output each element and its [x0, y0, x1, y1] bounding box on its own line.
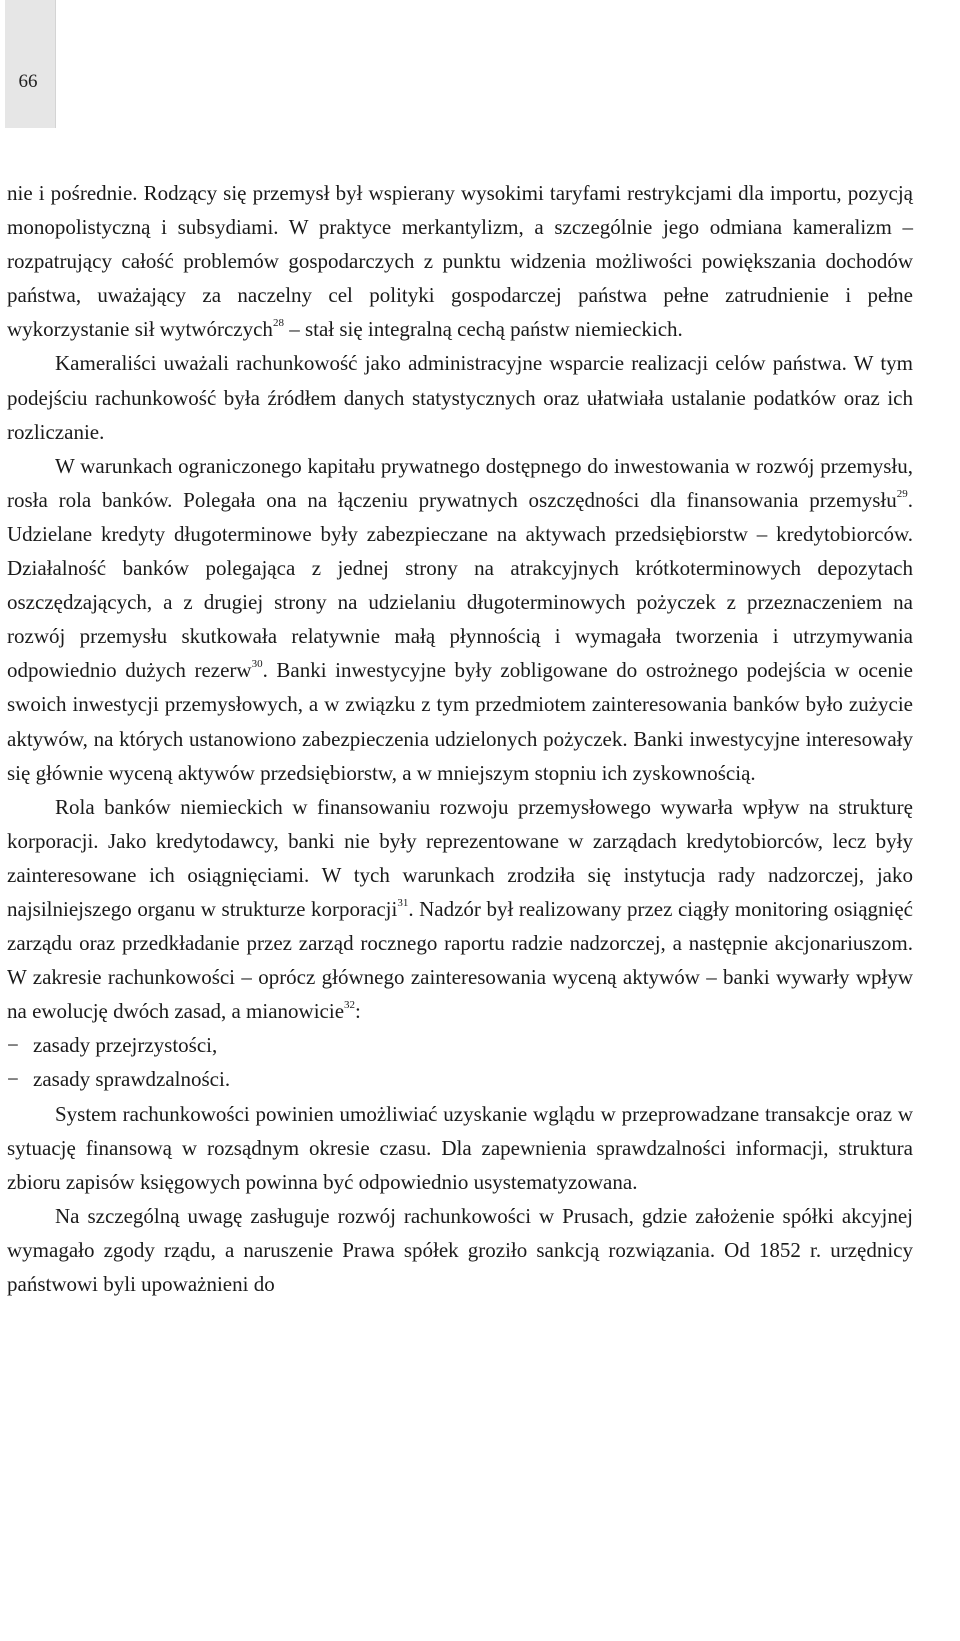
footnote-ref[interactable]: 28	[272, 317, 284, 330]
page-number: 66	[18, 71, 38, 92]
dash-bullet: −	[7, 1033, 19, 1058]
footnote-ref[interactable]: 29	[896, 487, 908, 500]
text-run: Kameraliści uważali rachunkowość jako administracyjne wsparcie realizacji celów państwa. W tym podejściu rachunkowość była źródłem danych statystycznych oraz ułatwiała ustalanie podatków oraz ich rozliczanie.	[7, 351, 913, 444]
paragraphs-after-list	[7, 1097, 913, 1302]
paragraph-p4	[7, 790, 913, 1029]
text-run: :	[355, 999, 361, 1024]
text-run: Rola banków niemieckich w finansowaniu rozwoju przemysłowego wywarła wpływ na strukturę korporacji. Jako kredytodawcy, banki nie były reprezentowane w zarządach kredytobiorców, lecz były zainteresowane ich osiągnięciami. W tych warunkach zrodziła się instytucja rady nadzorczej, jako najsilniejszego organu w strukturze korporacji	[7, 794, 913, 921]
page-tab	[5, 0, 56, 128]
paragraph-p2	[7, 346, 913, 448]
list-item	[7, 1062, 913, 1096]
text-run: W warunkach ograniczonego kapitału prywatnego dostępnego do inwestowania w rozwój przemysłu, rosła rola banków. Polegała ona na łączeniu prywatnych oszczędności dla finansowania przemysłu	[7, 453, 913, 512]
text-run: – stał się integralną cechą państw niemieckich.	[283, 317, 683, 342]
paragraph-p5	[7, 1097, 913, 1199]
text-run: nie i pośrednie. Rodzący się przemysł był wspierany wysokimi taryfami restrykcjami dla importu, pozycją monopolistyczną i subsydiami. W praktyce merkantylizm, a szczególnie jego odmiana kameralizm – rozpatrujący całość problemów gospodarczych z punktu widzenia możliwości powiększania dochodów państwa, uważający za naczelny cel polityki gospodarczej państwa pełne zatrudnienie i pełne wykorzystanie sił wytwórczych	[7, 181, 913, 342]
text-run: . Udzielane kredyty długoterminowe były zabezpieczane na aktywach przedsiębiorstw – kredytobiorców. Działalność banków polegająca z jednej strony na atrakcyjnych krótkoterminowych depozytach oszczędzających, a z drugiej strony na udzielaniu długoterminowych pożyczek z przeznaczeniem na rozwój przemysłu skutkowała relatywnie małą płynnością i wymagała tworzenia i utrzymywania odpowiednio dużych rezerw	[7, 487, 913, 683]
text-run: . Banki inwestycyjne były zobligowane do ostrożnego podejścia w ocenie swoich inwestycji przemysłowych, a w związku z tym przedmiotem zainteresowania banków było zużycie aktywów, na których ustanowiono zabezpieczenia udzielonych pożyczek. Banki inwestycyjne interesowały się głównie wyceną aktywów przedsiębiorstw, a w mniejszym stopniu ich zyskownością.	[7, 658, 913, 785]
dash-bullet: −	[7, 1067, 19, 1092]
paragraphs-before-list	[7, 176, 913, 1028]
list-item-text: zasady sprawdzalności.	[33, 1067, 231, 1092]
footnote-ref[interactable]: 30	[251, 658, 263, 671]
list-item-text: zasady przejrzystości,	[33, 1033, 218, 1058]
page-body	[7, 176, 913, 1301]
dash-list	[7, 1028, 913, 1096]
text-run: System rachunkowości powinien umożliwiać uzyskanie wglądu w przeprowadzane transakcje oraz w sytuację finansową w rozsądnym okresie czasu. Dla zapewnienia sprawdzalności informacji, struktura zbioru zapisów księgowych powinna być odpowiednio usystematyzowana.	[7, 1101, 913, 1194]
list-item	[7, 1028, 913, 1062]
footnote-ref[interactable]: 32	[344, 999, 356, 1012]
text-run: . Nadzór był realizowany przez ciągły monitoring osiągnięć zarządu oraz przedkładanie przez zarząd rocznego raportu radzie nadzorczej, a następnie akcjonariuszom. W zakresie rachunkowości – oprócz głównego zainteresowania wyceną aktywów – banki wywarły wpływ na ewolucję dwóch zasad, a mianowicie	[7, 896, 913, 1024]
paragraph-p1	[7, 176, 913, 346]
footnote-ref[interactable]: 31	[397, 896, 409, 909]
text-run: Na szczególną uwagę zasługuje rozwój rachunkowości w Prusach, gdzie założenie spółki akcyjnej wymagało zgody rządu, a naruszenie Prawa spółek groziło sankcją rozwiązania. Od 1852 r. urzędnicy państwowi byli upoważnieni do	[7, 1203, 913, 1296]
paragraph-p6	[7, 1199, 913, 1301]
paragraph-p3	[7, 449, 913, 790]
